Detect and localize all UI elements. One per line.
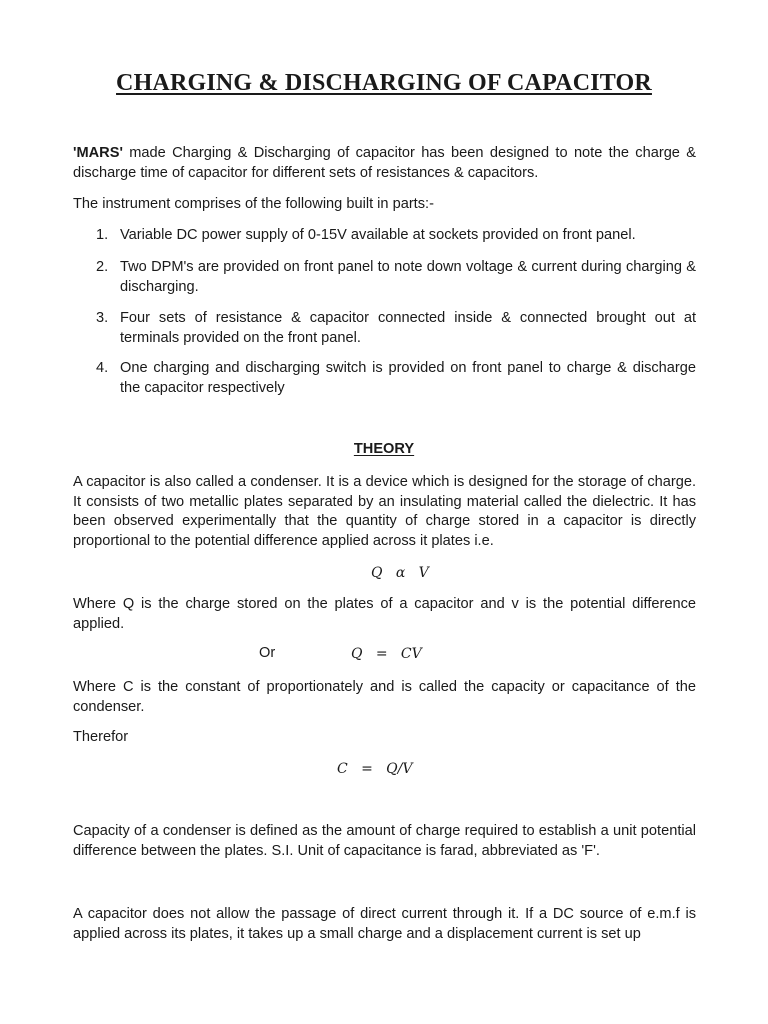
- parts-intro: The instrument comprises of the following built in parts:-: [73, 196, 434, 212]
- intro-paragraph: [73, 144, 696, 183]
- dc-current-paragraph: A capacitor does not allow the passage of direct current through it. If a DC source of e.m.f is applied across its plates, it takes up a small charge and a displacement current is set up: [73, 906, 696, 942]
- list-item-text: Variable DC power supply of 0-15V available at sockets provided on front panel.: [120, 227, 636, 243]
- list-item-text: Two DPM's are provided on front panel to note down voltage & current during charging & discharging.: [120, 259, 696, 295]
- list-item-number: 4.: [96, 360, 109, 376]
- list-item-number: 3.: [96, 310, 109, 326]
- equation-c-qv: C = Q/V: [337, 761, 413, 777]
- list-item: [96, 359, 696, 398]
- therefor-label: Therefor: [73, 729, 129, 745]
- or-label: Or: [259, 645, 276, 661]
- theory-heading: THEORY: [353, 441, 415, 457]
- charge-definition-paragraph: Where Q is the charge stored on the plates of a capacitor and v is the potential difference applied.: [73, 596, 696, 632]
- document-title: CHARGING & DISCHARGING OF CAPACITOR: [116, 70, 652, 96]
- list-item: [96, 309, 696, 348]
- equation-q-cv: Q = CV: [351, 646, 422, 662]
- equation-proportional: Q α V: [371, 565, 429, 581]
- list-item-number: 1.: [96, 227, 109, 243]
- list-item-text: One charging and discharging switch is provided on front panel to charge & discharge the capacitor respectively: [120, 360, 696, 396]
- list-item: [96, 258, 696, 297]
- capacitance-paragraph: Where C is the constant of proportionately and is called the capacity or capacitance of the condenser.: [73, 679, 696, 715]
- capacity-paragraph: Capacity of a condenser is defined as the amount of charge required to establish a unit potential difference between the plates. S.I. Unit of capacitance is farad, abbreviated as 'F'.: [73, 823, 696, 859]
- brand-name: 'MARS': [73, 145, 123, 161]
- list-item: [96, 226, 696, 246]
- theory-paragraph: A capacitor is also called a condenser. It is a device which is designed for the storage of charge. It consists of two metallic plates separated by an insulating material called the dielectric. It has been observed experimentally that the quantity of charge stored in a capacitor is directly proportional to the potential difference applied across it plates i.e.: [73, 474, 696, 549]
- list-item-number: 2.: [96, 259, 109, 275]
- list-item-text: Four sets of resistance & capacitor connected inside & connected brought out at terminals provided on the front panel.: [120, 310, 696, 346]
- intro-text: made Charging & Discharging of capacitor has been designed to note the charge & discharge time of capacitor for different sets of resistances & capacitors.: [73, 145, 696, 181]
